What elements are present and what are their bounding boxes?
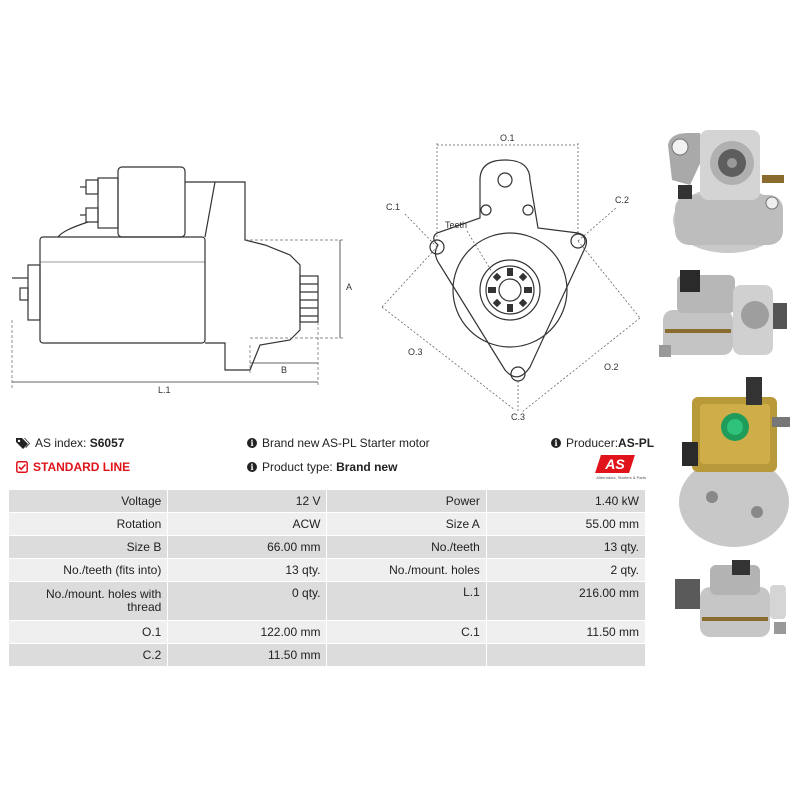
specification-table bbox=[8, 489, 646, 667]
spec-value: 66.00 mm bbox=[168, 536, 327, 559]
spec-label: Voltage bbox=[9, 490, 168, 513]
spec-value: 216.00 mm bbox=[486, 582, 645, 621]
info-icon: i bbox=[247, 438, 257, 448]
dim-label-c1: C.1 bbox=[386, 202, 401, 212]
spec-value: 0 qty. bbox=[168, 582, 327, 621]
spec-label: No./mount. holes with thread bbox=[9, 582, 168, 621]
dim-label-a: A bbox=[346, 282, 353, 292]
spec-value: 13 qty. bbox=[168, 559, 327, 582]
spec-value bbox=[486, 644, 645, 667]
pinion bbox=[300, 276, 318, 322]
spec-label: No./teeth bbox=[327, 536, 486, 559]
front-view-drawing bbox=[360, 120, 660, 430]
standard-line-label: STANDARD LINE bbox=[33, 460, 131, 474]
spec-value: 2 qty. bbox=[486, 559, 645, 582]
as-logo bbox=[586, 455, 646, 483]
spec-label: Size B bbox=[9, 536, 168, 559]
solenoid bbox=[118, 167, 185, 237]
product-description: Brand new AS-PL Starter motor bbox=[262, 436, 430, 450]
as-index-value: S6057 bbox=[89, 436, 125, 450]
spec-label: Size A bbox=[327, 513, 486, 536]
spec-label: No./mount. holes bbox=[327, 559, 486, 582]
product-type-row bbox=[247, 460, 397, 474]
table-row bbox=[9, 513, 646, 536]
spec-value: 11.50 mm bbox=[486, 621, 645, 644]
table-row bbox=[9, 490, 646, 513]
table-row bbox=[9, 621, 646, 644]
product-type-label: Product type: bbox=[262, 460, 333, 474]
spec-value: ACW bbox=[168, 513, 327, 536]
spec-label: C.1 bbox=[327, 621, 486, 644]
as-index-row bbox=[16, 436, 124, 450]
producer-row bbox=[551, 436, 654, 450]
table-row bbox=[9, 536, 646, 559]
spec-value: 1.40 kW bbox=[486, 490, 645, 513]
spec-value: 122.00 mm bbox=[168, 621, 327, 644]
product-photo-rear bbox=[672, 372, 797, 557]
as-logo-mark: AS bbox=[605, 456, 625, 472]
spec-label: C.2 bbox=[9, 644, 168, 667]
dim-label-c2: C.2 bbox=[615, 195, 630, 205]
spec-value: 13 qty. bbox=[486, 536, 645, 559]
info-icon: i bbox=[247, 462, 257, 472]
line-row bbox=[16, 460, 130, 474]
dim-label-o2: O.2 bbox=[604, 362, 619, 372]
product-photo-top bbox=[670, 557, 795, 657]
table-row bbox=[9, 644, 646, 667]
producer-label: Producer: bbox=[566, 436, 619, 450]
spec-label: O.1 bbox=[9, 621, 168, 644]
as-index-label: AS index: bbox=[35, 436, 87, 450]
dim-label-o1: O.1 bbox=[500, 133, 515, 143]
solenoid-cap bbox=[98, 178, 118, 228]
spec-value: 55.00 mm bbox=[486, 513, 645, 536]
dim-label-teeth: Teeth bbox=[445, 220, 468, 230]
spec-label: No./teeth (fits into) bbox=[9, 559, 168, 582]
table-row bbox=[9, 582, 646, 621]
motor-body bbox=[40, 237, 205, 343]
spec-label: Rotation bbox=[9, 513, 168, 536]
product-type-value: Brand new bbox=[336, 460, 398, 474]
dim-label-o3: O.3 bbox=[408, 347, 423, 357]
spec-value: 12 V bbox=[168, 490, 327, 513]
side-view-drawing bbox=[0, 150, 360, 400]
dim-label-c3: C.3 bbox=[511, 412, 526, 422]
tags-icon bbox=[16, 437, 30, 449]
description-row bbox=[247, 436, 430, 450]
spec-value: 11.50 mm bbox=[168, 644, 327, 667]
pinion-teeth bbox=[488, 268, 532, 312]
product-photo-front bbox=[660, 125, 790, 265]
info-icon: i bbox=[551, 438, 561, 448]
dim-label-b: B bbox=[281, 365, 288, 375]
dim-label-l1: L.1 bbox=[158, 385, 171, 395]
product-photo-side bbox=[655, 265, 795, 375]
spec-label: L.1 bbox=[327, 582, 486, 621]
spec-label bbox=[327, 644, 486, 667]
as-logo-tagline: Alternators, Starters & Parts bbox=[596, 475, 646, 480]
top-hole bbox=[498, 173, 512, 187]
spec-label: Power bbox=[327, 490, 486, 513]
table-row bbox=[9, 559, 646, 582]
check-square-icon bbox=[16, 461, 28, 473]
producer-value: AS-PL bbox=[618, 436, 655, 450]
